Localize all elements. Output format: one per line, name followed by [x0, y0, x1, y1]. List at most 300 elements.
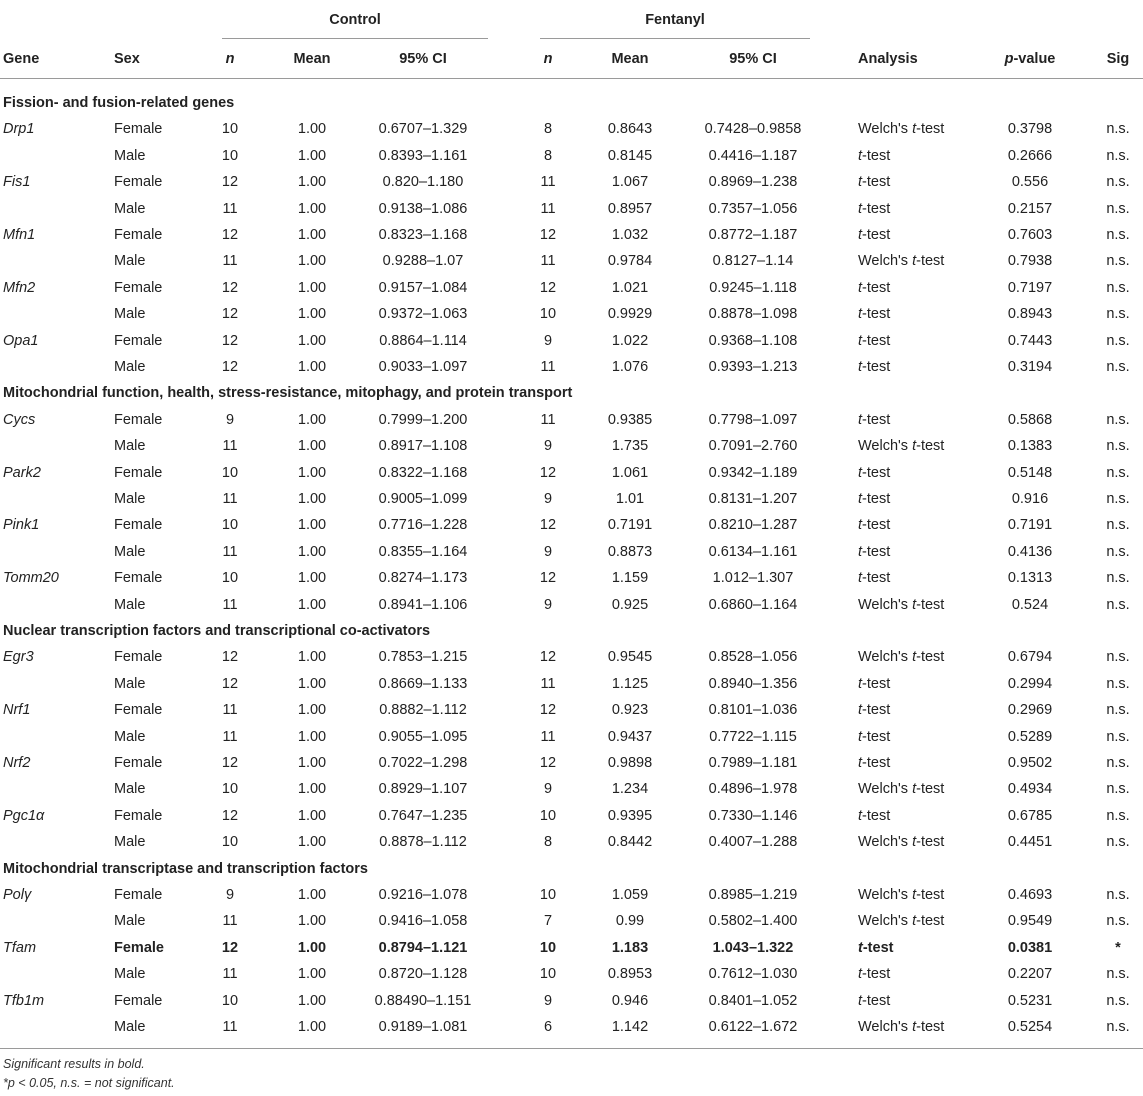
cell-sig: n.s. — [1106, 992, 1130, 1009]
column-header-gene: Gene — [3, 51, 40, 67]
cell-cmean: 1.00 — [297, 227, 327, 243]
cell-fci: 0.8401–1.052 — [708, 992, 798, 1009]
cell-cci: 0.88490–1.151 — [374, 992, 472, 1009]
cell-fn: 12 — [539, 279, 557, 296]
cell-gene — [3, 196, 103, 222]
cell-fci: 0.7798–1.097 — [708, 411, 798, 428]
cell-fci: 0.4007–1.288 — [708, 834, 798, 851]
cell-cci: 0.9416–1.058 — [378, 913, 468, 930]
cell-analysis: t-test — [858, 543, 891, 560]
cell-fmean: 0.8145 — [607, 147, 653, 164]
table-row — [0, 829, 1143, 855]
cell-cci: 0.9033–1.097 — [378, 359, 468, 375]
cell-cn: 12 — [221, 807, 239, 824]
cell-cci: 0.7647–1.235 — [378, 807, 468, 824]
cell-analysis: t-test — [858, 966, 891, 983]
column-header-control-ci: 95% CI — [399, 51, 447, 67]
cell-analysis: t-test — [858, 702, 891, 719]
cell-p: 0.5148 — [1007, 464, 1053, 481]
table-row — [0, 565, 1143, 591]
cell-cci: 0.7716–1.228 — [378, 517, 468, 534]
cell-cci: 0.8322–1.168 — [378, 464, 468, 481]
cell-sex: Male — [114, 438, 146, 455]
table-row — [0, 433, 1143, 459]
cell-sig: n.s. — [1106, 147, 1130, 164]
cell-fn: 11 — [540, 728, 556, 745]
cell-gene — [3, 776, 103, 802]
cell-p: 0.3194 — [1007, 359, 1053, 375]
cell-sig: n.s. — [1106, 649, 1130, 666]
cell-p: 0.1313 — [1007, 570, 1053, 587]
cell-gene — [3, 539, 103, 565]
cell-cci: 0.8864–1.114 — [379, 332, 467, 349]
cell-cn: 10 — [221, 517, 239, 534]
cell-cci: 0.8878–1.112 — [379, 834, 467, 851]
cell-fn: 10 — [539, 887, 557, 903]
cell-sex: Female — [114, 411, 163, 428]
cell-gene: Mfn2 — [3, 279, 36, 296]
cell-fn: 9 — [543, 438, 553, 455]
table-row — [0, 512, 1143, 538]
cell-fn: 12 — [539, 649, 557, 666]
cell-cn: 11 — [222, 438, 238, 455]
table-row — [0, 697, 1143, 723]
cell-cci: 0.9055–1.095 — [378, 728, 468, 745]
table-row — [0, 935, 1143, 961]
cell-cci: 0.7853–1.215 — [378, 649, 468, 666]
cell-sex: Female — [114, 517, 163, 534]
cell-sex: Male — [114, 781, 146, 798]
cell-p: 0.3798 — [1007, 121, 1053, 138]
cell-fci: 0.9245–1.118 — [709, 279, 797, 296]
table-row — [0, 275, 1143, 301]
cell-cci: 0.8929–1.107 — [378, 781, 468, 798]
cell-gene — [3, 301, 103, 327]
cell-fn: 11 — [540, 174, 556, 191]
cell-p: 0.916 — [1011, 491, 1049, 507]
cell-sex: Female — [114, 939, 164, 956]
cell-fmean: 1.159 — [611, 570, 649, 587]
cell-cmean: 1.00 — [297, 570, 327, 587]
cell-cn: 11 — [222, 253, 238, 270]
cell-sex: Female — [114, 121, 163, 138]
cell-sig: n.s. — [1106, 728, 1130, 745]
cell-gene: Nrf1 — [3, 702, 31, 719]
cell-p: 0.4136 — [1007, 543, 1053, 560]
bottom-rule — [0, 1048, 1143, 1049]
table-row — [0, 116, 1143, 142]
cell-fci: 0.7612–1.030 — [708, 966, 798, 983]
cell-cn: 12 — [221, 227, 239, 243]
cell-fmean: 1.183 — [611, 939, 649, 956]
cell-cmean: 1.00 — [297, 464, 327, 481]
cell-sig: n.s. — [1106, 596, 1130, 613]
cell-fmean: 0.8957 — [607, 200, 653, 217]
cell-fci: 0.7091–2.760 — [708, 438, 798, 455]
cell-gene — [3, 433, 103, 459]
cell-fmean: 0.8643 — [607, 121, 653, 138]
cell-cmean: 1.00 — [297, 1019, 327, 1035]
cell-cci: 0.9288–1.07 — [382, 253, 464, 270]
cell-fci: 0.8210–1.287 — [708, 517, 798, 534]
cell-analysis: t-test — [858, 200, 891, 217]
cell-analysis: t-test — [858, 359, 891, 375]
cell-p: 0.9549 — [1007, 913, 1053, 930]
cell-p: 0.7938 — [1007, 253, 1053, 270]
cell-gene: Tomm20 — [3, 570, 59, 587]
cell-gene: Pgc1α — [3, 807, 45, 824]
cell-analysis: Welch's t-test — [858, 887, 945, 903]
table-row — [0, 301, 1143, 327]
cell-cn: 10 — [221, 992, 239, 1009]
cell-cn: 12 — [221, 359, 239, 375]
cell-fci: 0.8101–1.036 — [708, 702, 798, 719]
cell-fmean: 1.01 — [615, 491, 645, 507]
cell-fci: 0.8528–1.056 — [708, 649, 798, 666]
cell-cmean: 1.00 — [297, 887, 327, 903]
cell-fmean: 0.9929 — [607, 306, 653, 323]
cell-cci: 0.6707–1.329 — [378, 121, 468, 138]
cell-fn: 12 — [539, 517, 557, 534]
cell-fci: 0.7357–1.056 — [708, 200, 798, 217]
cell-gene — [3, 248, 103, 274]
cell-sex: Male — [114, 200, 146, 217]
cell-p: 0.5254 — [1007, 1019, 1053, 1035]
cell-sig: n.s. — [1106, 227, 1130, 243]
table-row — [0, 169, 1143, 195]
cell-analysis: t-test — [858, 174, 891, 191]
cell-fn: 11 — [540, 200, 556, 217]
cell-fn: 11 — [540, 359, 556, 375]
cell-cci: 0.9372–1.063 — [378, 306, 468, 323]
table-row — [0, 671, 1143, 697]
cell-gene: Opa1 — [3, 332, 39, 349]
cell-analysis: t-test — [858, 464, 891, 481]
cell-analysis: Welch's t-test — [858, 1019, 945, 1035]
cell-cmean: 1.00 — [297, 675, 327, 692]
cell-fn: 12 — [539, 755, 557, 771]
cell-gene — [3, 592, 103, 618]
cell-fmean: 1.076 — [611, 359, 649, 375]
cell-sex: Male — [114, 596, 146, 613]
table-row — [0, 724, 1143, 750]
cell-fci: 0.9393–1.213 — [708, 359, 798, 375]
cell-cn: 12 — [221, 174, 239, 191]
cell-fn: 6 — [543, 1019, 553, 1035]
cell-fn: 8 — [543, 147, 553, 164]
cell-fci: 0.8127–1.14 — [712, 253, 794, 270]
cell-p: 0.1383 — [1007, 438, 1053, 455]
cell-fn: 12 — [539, 464, 557, 481]
cell-gene: Park2 — [3, 464, 41, 481]
cell-cci: 0.8274–1.173 — [378, 570, 468, 587]
group-header-fentanyl: Fentanyl — [645, 12, 705, 28]
cell-cmean: 1.00 — [297, 200, 327, 217]
cell-p: 0.2157 — [1007, 200, 1053, 217]
section-header: Fission- and fusion-related genes — [3, 95, 235, 111]
cell-cn: 12 — [221, 279, 239, 296]
table-row — [0, 407, 1143, 433]
cell-fn: 9 — [543, 491, 553, 507]
cell-sig: n.s. — [1106, 200, 1130, 217]
footnote-significance: *p < 0.05, n.s. = not significant. — [3, 1076, 175, 1091]
cell-p: 0.6794 — [1007, 649, 1053, 666]
cell-cn: 11 — [222, 1019, 238, 1035]
column-header-fentanyl-mean: Mean — [611, 51, 649, 67]
table-row — [0, 750, 1143, 776]
cell-gene: Tfb1m — [3, 992, 45, 1009]
cell-fn: 9 — [543, 781, 553, 798]
cell-analysis: t-test — [858, 807, 891, 824]
cell-fmean: 0.9784 — [607, 253, 653, 270]
cell-p: 0.4451 — [1007, 834, 1053, 851]
cell-fci: 0.6134–1.161 — [708, 543, 798, 560]
cell-p: 0.2666 — [1007, 147, 1053, 164]
cell-analysis: t-test — [858, 491, 891, 507]
cell-fci: 0.8878–1.098 — [708, 306, 798, 323]
cell-sig: n.s. — [1106, 702, 1130, 719]
cell-cn: 10 — [221, 464, 239, 481]
section-header: Mitochondrial transcriptase and transcription factors — [3, 860, 368, 877]
table-row — [0, 592, 1143, 618]
cell-sig: n.s. — [1106, 807, 1130, 824]
cell-p: 0.524 — [1011, 596, 1049, 613]
cell-cn: 10 — [221, 570, 239, 587]
header-rule — [0, 78, 1143, 79]
cell-cmean: 1.00 — [297, 438, 327, 455]
cell-cci: 0.8669–1.133 — [378, 675, 468, 692]
table-row — [0, 539, 1143, 565]
cell-sex: Male — [114, 306, 146, 323]
cell-cn: 12 — [221, 939, 239, 956]
cell-sex: Female — [114, 755, 163, 771]
cell-fci: 0.7330–1.146 — [708, 807, 798, 824]
cell-p: 0.4693 — [1007, 887, 1053, 903]
cell-fci: 1.043–1.322 — [712, 939, 794, 956]
cell-cn: 12 — [221, 675, 239, 692]
group-header-control: Control — [329, 12, 381, 28]
cell-gene — [3, 1014, 103, 1040]
cell-cmean: 1.00 — [297, 332, 327, 349]
table-row — [0, 882, 1143, 908]
cell-fn: 11 — [540, 675, 556, 692]
cell-fci: 0.7989–1.181 — [708, 755, 798, 771]
cell-sig: n.s. — [1106, 464, 1130, 481]
cell-sex: Female — [114, 807, 163, 824]
cell-sig: n.s. — [1106, 887, 1130, 903]
cell-fn: 12 — [539, 570, 557, 587]
cell-gene — [3, 961, 103, 987]
cell-cmean: 1.00 — [297, 279, 327, 296]
cell-sig: n.s. — [1106, 306, 1130, 323]
cell-cmean: 1.00 — [297, 543, 327, 560]
cell-sex: Male — [114, 1019, 146, 1035]
cell-cn: 11 — [222, 913, 238, 930]
cell-p: 0.7191 — [1007, 517, 1053, 534]
cell-p: 0.5289 — [1007, 728, 1053, 745]
cell-p: 0.2994 — [1007, 675, 1053, 692]
cell-gene — [3, 829, 103, 855]
cell-sex: Male — [114, 728, 146, 745]
cell-p: 0.5868 — [1007, 411, 1053, 428]
cell-fci: 0.9342–1.189 — [708, 464, 798, 481]
cell-analysis: t-test — [858, 332, 891, 349]
cell-fn: 11 — [540, 411, 556, 428]
cell-analysis: t-test — [858, 755, 891, 771]
cell-cci: 0.7022–1.298 — [378, 755, 468, 771]
cell-cmean: 1.00 — [297, 306, 327, 323]
cell-fmean: 1.061 — [611, 464, 649, 481]
cell-cn: 11 — [222, 702, 238, 719]
cell-cn: 11 — [222, 491, 238, 507]
cell-fn: 9 — [543, 596, 553, 613]
cell-fci: 0.6122–1.672 — [708, 1019, 798, 1035]
cell-fn: 8 — [543, 121, 553, 138]
cell-sex: Male — [114, 966, 146, 983]
cell-cn: 12 — [221, 332, 239, 349]
cell-fmean: 1.125 — [611, 675, 649, 692]
cell-fmean: 1.067 — [611, 174, 649, 191]
column-header-control-n: n — [225, 51, 235, 67]
cell-cci: 0.9157–1.084 — [378, 279, 468, 296]
cell-gene — [3, 671, 103, 697]
cell-cmean: 1.00 — [297, 807, 327, 824]
cell-cci: 0.8917–1.108 — [378, 438, 468, 455]
cell-cn: 11 — [222, 966, 238, 983]
cell-analysis: t-test — [858, 306, 891, 323]
table-row — [0, 248, 1143, 274]
cell-fmean: 0.9395 — [607, 807, 653, 824]
cell-fmean: 0.9545 — [607, 649, 653, 666]
cell-fn: 9 — [543, 543, 553, 560]
cell-sig: n.s. — [1106, 517, 1130, 534]
cell-fn: 9 — [543, 332, 553, 349]
table-row — [0, 328, 1143, 354]
cell-analysis: t-test — [858, 992, 891, 1009]
cell-fci: 0.5802–1.400 — [708, 913, 798, 930]
cell-fmean: 1.059 — [611, 887, 649, 903]
cell-gene — [3, 354, 103, 380]
cell-p: 0.0381 — [1007, 939, 1053, 956]
cell-fmean: 0.8873 — [607, 543, 653, 560]
cell-sex: Female — [114, 887, 163, 903]
cell-p: 0.4934 — [1007, 781, 1053, 798]
cell-sig: n.s. — [1106, 966, 1130, 983]
cell-analysis: t-test — [858, 570, 891, 587]
cell-cmean: 1.00 — [297, 359, 327, 375]
cell-fmean: 0.8442 — [607, 834, 653, 851]
cell-analysis: Welch's t-test — [858, 913, 945, 930]
table-row — [0, 486, 1143, 512]
cell-analysis: Welch's t-test — [858, 596, 945, 613]
cell-cn: 11 — [222, 200, 238, 217]
cell-sex: Male — [114, 491, 146, 507]
table-row — [0, 644, 1143, 670]
cell-sig: n.s. — [1106, 913, 1130, 930]
cell-gene: Egr3 — [3, 649, 34, 666]
cell-sex: Male — [114, 253, 146, 270]
cell-fci: 0.8985–1.219 — [708, 887, 798, 903]
cell-fmean: 0.9437 — [607, 728, 653, 745]
cell-cci: 0.820–1.180 — [382, 174, 464, 191]
cell-sig: * — [1115, 939, 1121, 956]
cell-gene: Pink1 — [3, 517, 40, 534]
cell-gene — [3, 143, 103, 169]
cell-sig: n.s. — [1106, 174, 1130, 191]
cell-p: 0.7197 — [1007, 279, 1053, 296]
table-row — [0, 961, 1143, 987]
cell-analysis: Welch's t-test — [858, 649, 945, 666]
cell-analysis: t-test — [858, 939, 894, 956]
cell-sex: Male — [114, 834, 146, 851]
cell-fn: 8 — [543, 834, 553, 851]
column-header-control-mean: Mean — [293, 51, 331, 67]
cell-cn: 10 — [221, 121, 239, 138]
cell-fn: 10 — [539, 807, 557, 824]
cell-cn: 9 — [225, 411, 235, 428]
cell-cmean: 1.00 — [297, 728, 327, 745]
table-row — [0, 222, 1143, 248]
cell-fci: 0.8131–1.207 — [708, 491, 798, 507]
cell-fn: 10 — [539, 939, 557, 956]
cell-cn: 12 — [221, 755, 239, 771]
cell-sex: Male — [114, 359, 146, 375]
cell-fn: 10 — [539, 966, 557, 983]
cell-fn: 9 — [543, 992, 553, 1009]
cell-sig: n.s. — [1106, 1019, 1130, 1035]
cell-fn: 11 — [540, 253, 556, 270]
cell-cci: 0.8355–1.164 — [378, 543, 468, 560]
cell-gene: Mfn1 — [3, 227, 36, 243]
table-row — [0, 143, 1143, 169]
cell-sex: Female — [114, 227, 163, 243]
table-row — [0, 776, 1143, 802]
cell-fn: 12 — [539, 227, 557, 243]
cell-fci: 0.6860–1.164 — [708, 596, 798, 613]
section-header: Mitochondrial function, health, stress-resistance, mitophagy, and protein transport — [3, 385, 573, 402]
table-row — [0, 908, 1143, 934]
cell-analysis: t-test — [858, 227, 891, 243]
cell-p: 0.2207 — [1007, 966, 1053, 983]
cell-sex: Male — [114, 675, 146, 692]
cell-p: 0.7443 — [1007, 332, 1053, 349]
cell-p: 0.5231 — [1007, 992, 1053, 1009]
cell-cci: 0.8393–1.161 — [378, 147, 468, 164]
cell-cci: 0.8794–1.121 — [378, 939, 468, 956]
table-row — [0, 354, 1143, 380]
cell-sig: n.s. — [1106, 279, 1130, 296]
cell-cmean: 1.00 — [297, 755, 327, 771]
cell-sex: Female — [114, 279, 163, 296]
cell-cn: 9 — [225, 887, 235, 903]
cell-sex: Male — [114, 543, 146, 560]
cell-fmean: 0.946 — [611, 992, 649, 1009]
cell-gene: Polγ — [3, 887, 32, 903]
cell-sex: Female — [114, 702, 163, 719]
cell-gene — [3, 724, 103, 750]
cell-analysis: t-test — [858, 279, 891, 296]
cell-fci: 0.4416–1.187 — [708, 147, 798, 164]
cell-sig: n.s. — [1106, 411, 1130, 428]
cell-analysis: t-test — [858, 147, 891, 164]
cell-analysis: Welch's t-test — [858, 121, 945, 138]
table-row — [0, 803, 1143, 829]
cell-sex: Female — [114, 174, 163, 191]
cell-analysis: Welch's t-test — [858, 834, 945, 851]
cell-cn: 12 — [221, 306, 239, 323]
cell-gene: Drp1 — [3, 121, 35, 138]
cell-fmean: 1.735 — [611, 438, 649, 455]
